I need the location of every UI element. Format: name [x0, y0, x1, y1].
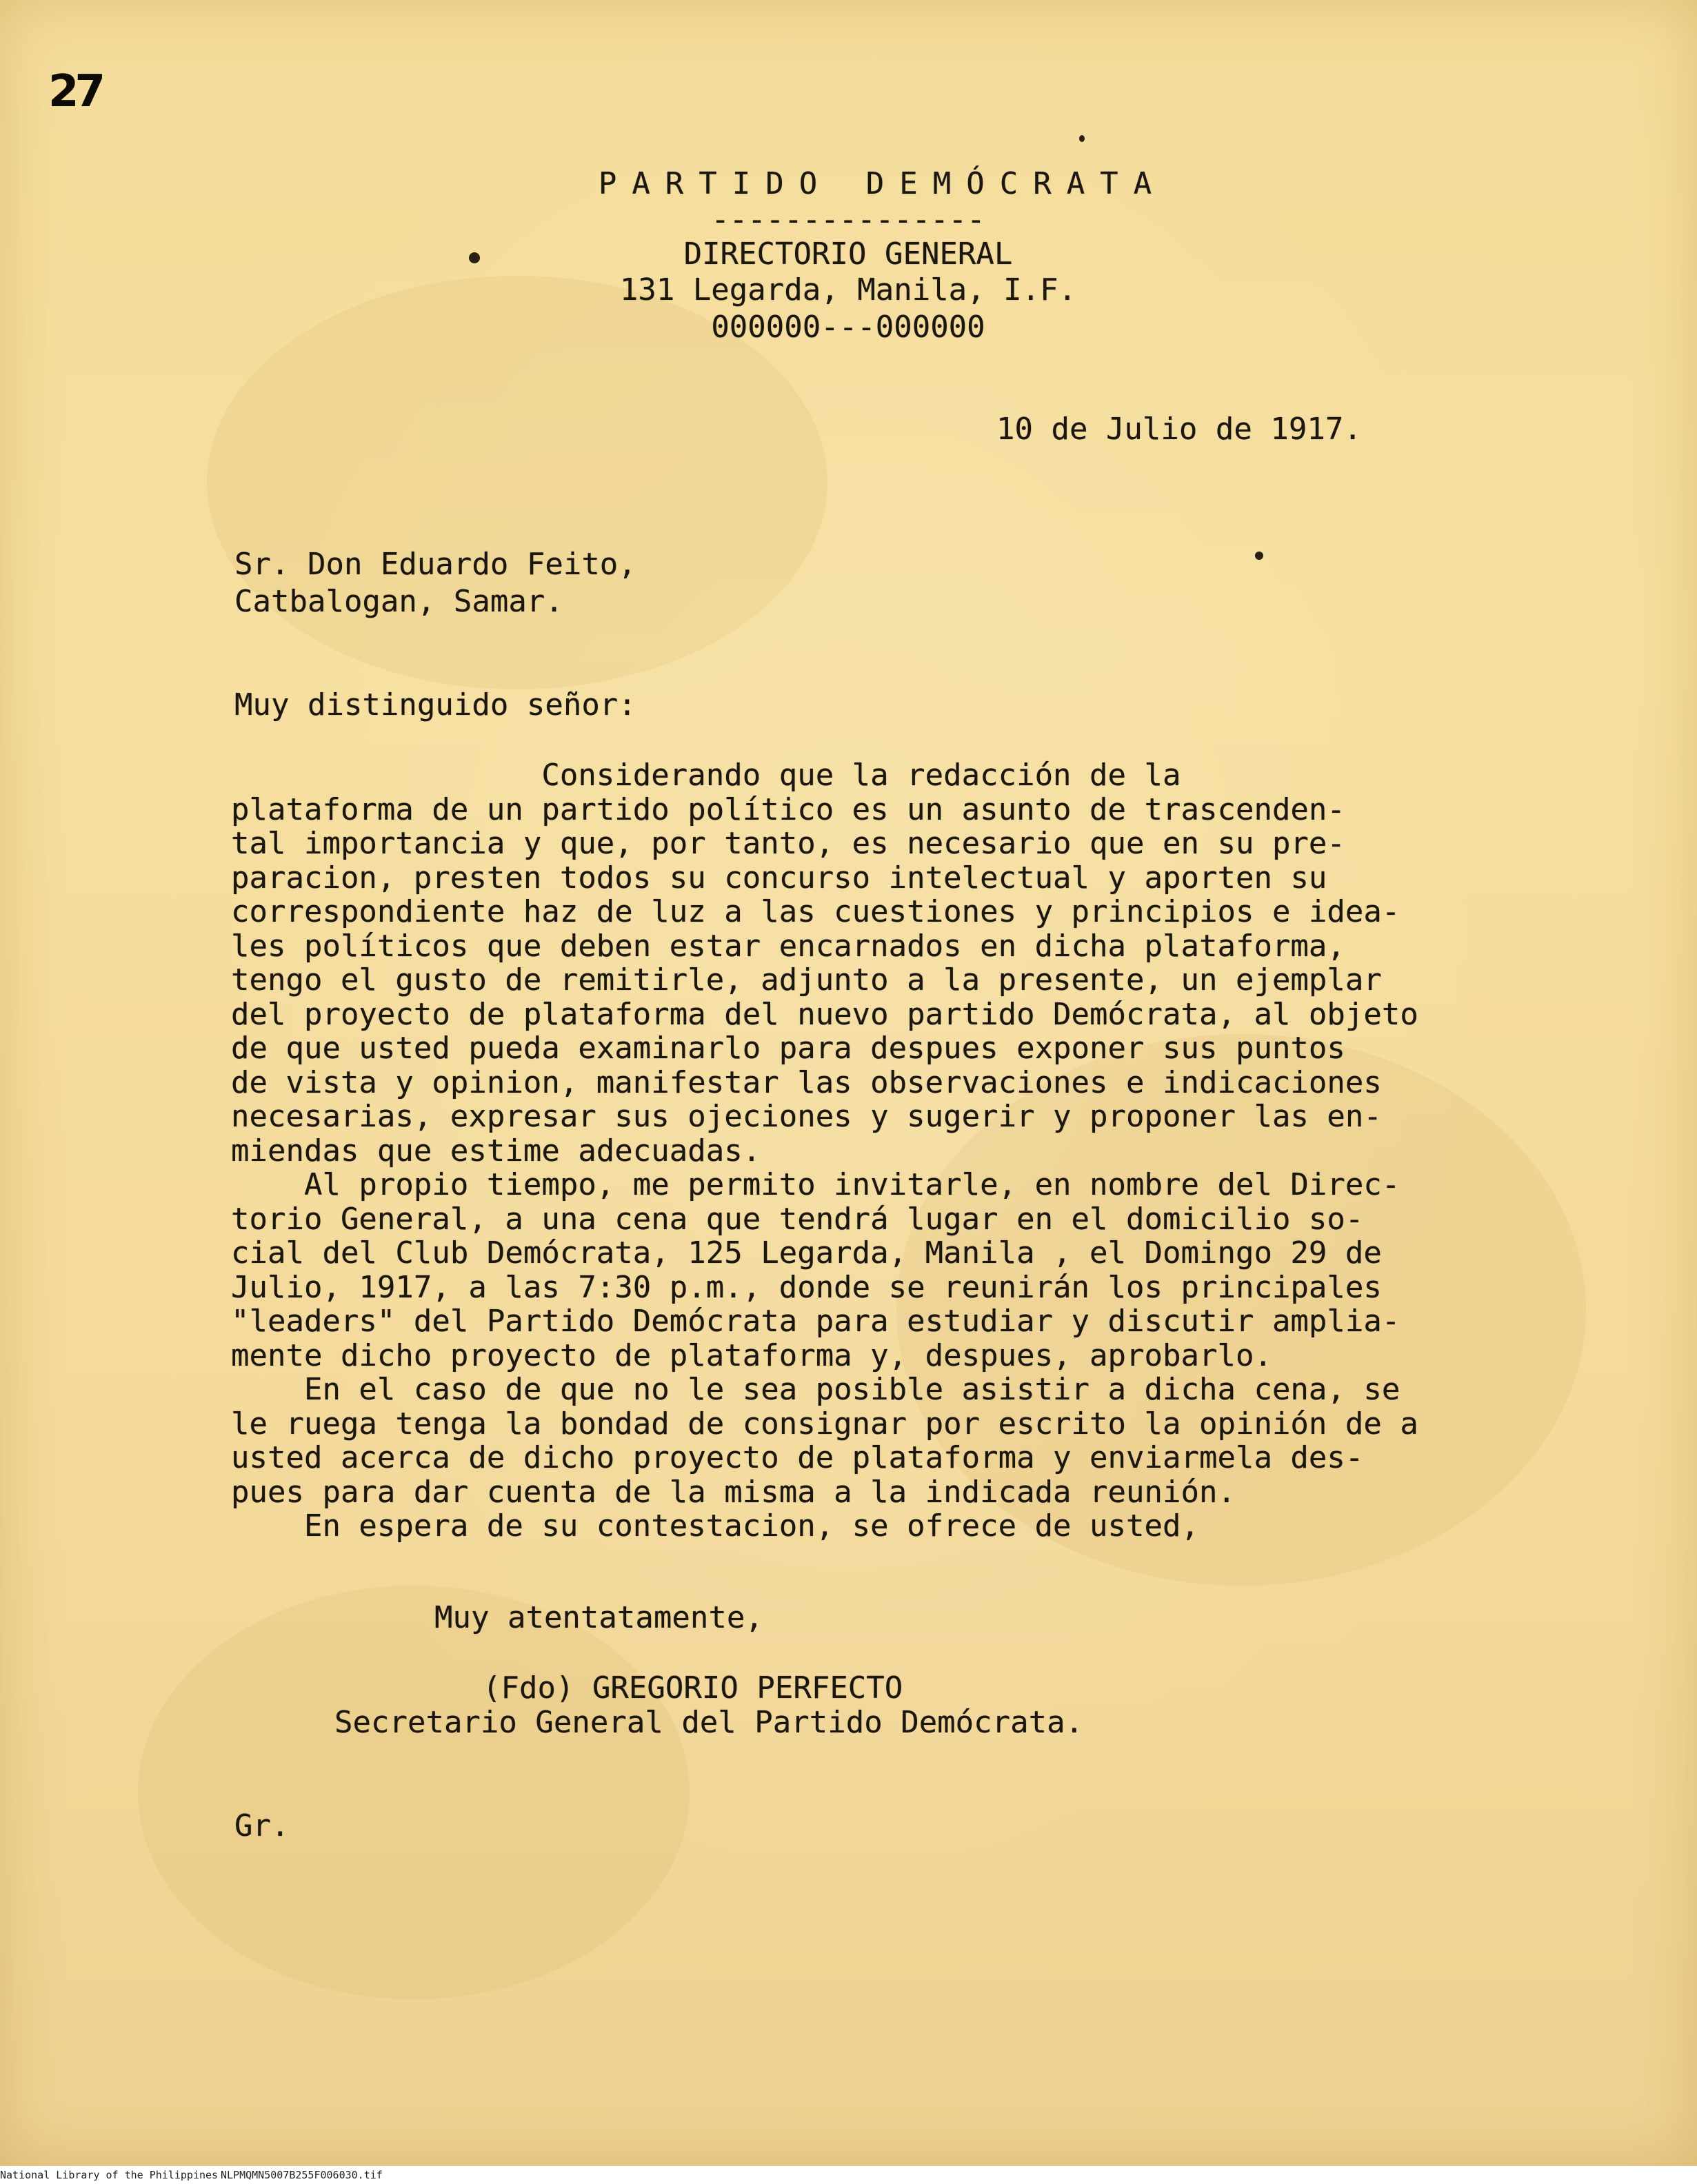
- body-line: de vista y opinion, manifestar las observaciones e indicaciones: [231, 1064, 1382, 1100]
- body-line: correspondiente haz de luz a las cuestiones y principios e idea-: [231, 894, 1400, 929]
- recipient-place: Catbalogan, Samar.: [234, 584, 563, 619]
- body-line: pues para dar cuenta de la misma a la indicada reunión.: [231, 1474, 1236, 1510]
- body-line: de que usted pueda examinarlo para despues exponer sus puntos: [231, 1031, 1345, 1066]
- letter-body: [231, 758, 1617, 1544]
- letter-date: 10 de Julio de 1917.: [996, 412, 1362, 447]
- typist-initials: Gr.: [234, 1808, 290, 1843]
- body-line: plataforma de un partido político es un asunto de trascenden-: [231, 791, 1345, 827]
- body-line: le ruega tenga la bondad de consignar por escrito la opinión de a: [231, 1406, 1418, 1442]
- ink-spot: [469, 252, 480, 263]
- body-line: miendas que estime adecuadas.: [231, 1133, 761, 1169]
- body-line: del proyecto de plataforma del nuevo partido Demócrata, al objeto: [231, 996, 1418, 1032]
- footer-library: National Library of the Philippines: [0, 2169, 219, 2181]
- scan-footer: [0, 2166, 1697, 2184]
- corner-mark: 27: [48, 66, 102, 117]
- recipient-name: Sr. Don Eduardo Feito,: [234, 547, 636, 582]
- footer-filename: NLPMQMN5007B255F006030.tif: [221, 2169, 383, 2181]
- letterhead-office: DIRECTORIO GENERAL: [683, 236, 1013, 272]
- ink-spot: [1255, 552, 1263, 560]
- letterhead-party: PARTIDO DEMÓCRATA: [598, 166, 1167, 201]
- letterhead-ornament: 000000---000000: [711, 310, 985, 345]
- body-line: paracion, presten todos su concurso intelectual y aporten su: [231, 860, 1327, 896]
- paper-stain: [138, 1586, 690, 1999]
- body-line: tengo el gusto de remitirle, adjunto a la presente, un ejemplar: [231, 962, 1382, 998]
- letterhead-rule: ---------------: [711, 202, 985, 237]
- signature-name: (Fdo) GREGORIO PERFECTO: [483, 1670, 903, 1706]
- body-line: necesarias, expresar sus ojeciones y sugerir y proponer las en-: [231, 1099, 1382, 1134]
- body-line: "leaders" del Partido Demócrata para estudiar y discutir amplia-: [231, 1304, 1400, 1339]
- body-line: torio General, a una cena que tendrá lugar en el domicilio so-: [231, 1201, 1364, 1237]
- signature-title: Secretario General del Partido Demócrata.: [334, 1705, 1084, 1740]
- body-line: Al propio tiempo, me permito invitarle, en nombre del Direc-: [231, 1167, 1400, 1202]
- body-line: usted acerca de dicho proyecto de plataforma y enviarmela des-: [231, 1440, 1364, 1475]
- ink-spot: [1079, 135, 1085, 142]
- body-line: mente dicho proyecto de plataforma y, despues, aprobarlo.: [231, 1337, 1272, 1373]
- body-line: En espera de su contestacion, se ofrece de usted,: [231, 1508, 1199, 1544]
- body-line: les políticos que deben estar encarnados en dicha plataforma,: [231, 928, 1345, 964]
- salutation: Muy distinguido señor:: [234, 687, 636, 722]
- body-line: cial del Club Demócrata, 125 Legarda, Manila , el Domingo 29 de: [231, 1235, 1382, 1271]
- letterhead-address: 131 Legarda, Manila, I.F.: [619, 272, 1077, 307]
- closing: Muy atentatamente,: [434, 1600, 763, 1635]
- body-line: tal importancia y que, por tanto, es necesario que en su pre-: [231, 826, 1345, 861]
- body-line: Julio, 1917, a las 7:30 p.m., donde se reunirán los principales: [231, 1269, 1382, 1305]
- body-line: Considerando que la redacción de la: [231, 758, 1181, 793]
- body-line: En el caso de que no le sea posible asistir a dicha cena, se: [231, 1372, 1400, 1407]
